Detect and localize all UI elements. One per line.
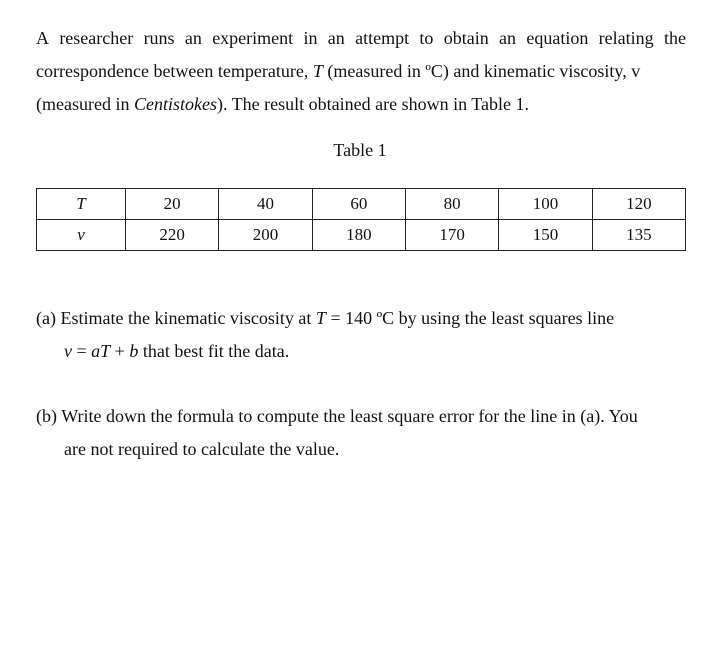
intro-word: equation xyxy=(526,28,589,48)
intro-word: in xyxy=(303,28,318,48)
unit-name: Centistokes xyxy=(133,94,217,114)
row-header-v: v xyxy=(37,220,126,251)
intro-word: researcher xyxy=(59,28,134,48)
question-label: (a) xyxy=(36,308,56,328)
formula-variable: aT xyxy=(91,341,111,361)
question-b xyxy=(36,400,686,466)
table-cell: 40 xyxy=(219,189,312,220)
formula-operator: + xyxy=(110,341,130,361)
intro-line-3 xyxy=(36,88,686,121)
intro-word: attempt xyxy=(355,28,410,48)
question-a xyxy=(36,302,686,368)
table-cell: 120 xyxy=(592,189,685,220)
table-cell: 60 xyxy=(312,189,405,220)
table-caption: Table 1 xyxy=(333,140,387,160)
row-header-T: T xyxy=(37,189,126,220)
intro-paragraph xyxy=(36,22,686,121)
intro-text: (measured in ºC) and kinematic viscosity, v xyxy=(322,61,641,81)
intro-word: an xyxy=(499,28,517,48)
question-a-line-1 xyxy=(36,302,686,335)
table-cell: 80 xyxy=(405,189,498,220)
intro-text: correspondence between temperature, xyxy=(36,61,313,81)
question-b-line-2: are not required to calculate the value. xyxy=(64,439,340,459)
intro-word: experiment xyxy=(212,28,294,48)
intro-line-2 xyxy=(36,55,686,88)
table-cell: 20 xyxy=(126,189,219,220)
table-cell: 170 xyxy=(405,220,498,251)
table-cell: 200 xyxy=(219,220,312,251)
table-cell: 100 xyxy=(499,189,592,220)
table-cell: 220 xyxy=(126,220,219,251)
intro-word: relating xyxy=(598,28,654,48)
question-text: = 140 ºC by using the least squares line xyxy=(325,308,615,328)
intro-word: an xyxy=(327,28,345,48)
formula-variable: b xyxy=(129,341,139,361)
question-text: Write down the formula to compute the least square error for the line in (a). You xyxy=(61,406,638,426)
table-cell: 135 xyxy=(592,220,685,251)
intro-text: (measured in xyxy=(36,94,134,114)
question-a-line-2 xyxy=(36,335,686,368)
table-row-viscosity xyxy=(37,220,686,251)
formula-variable: v xyxy=(64,341,72,361)
table-cell: 180 xyxy=(312,220,405,251)
temperature-symbol: T xyxy=(315,308,326,328)
table-row-temperature xyxy=(37,189,686,220)
intro-word: an xyxy=(184,28,202,48)
table-cell: 150 xyxy=(499,220,592,251)
intro-word: obtain xyxy=(443,28,489,48)
question-text: Estimate the kinematic viscosity at xyxy=(60,308,316,328)
intro-line-1 xyxy=(36,22,686,55)
formula-operator: = xyxy=(72,341,92,361)
intro-word: A xyxy=(36,28,49,48)
question-label: (b) xyxy=(36,406,57,426)
intro-text: ). The result obtained are shown in Table 1. xyxy=(216,94,529,114)
intro-word: runs xyxy=(143,28,175,48)
question-b-line-1 xyxy=(36,400,686,433)
intro-word: to xyxy=(419,28,434,48)
data-table xyxy=(36,188,686,251)
question-text: that best fit the data. xyxy=(138,341,290,361)
intro-word: the xyxy=(663,28,686,48)
temperature-symbol: T xyxy=(312,61,323,81)
